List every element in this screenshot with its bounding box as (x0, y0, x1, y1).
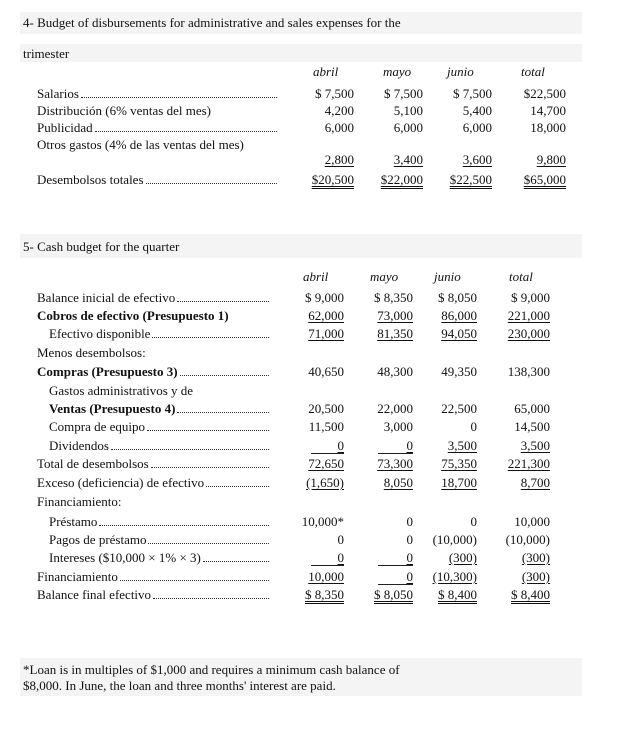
s4-cell: 6,000 (462, 120, 492, 135)
s4-cell: 2,800 (324, 152, 354, 167)
underline-rule (378, 453, 413, 454)
leader-dots (153, 587, 269, 599)
leader-dots (177, 290, 269, 302)
leader-dots (95, 120, 277, 132)
leader-dots (147, 419, 269, 431)
leader-dots (152, 326, 269, 338)
title-band-4b (20, 44, 582, 62)
s5-cell: 86,000 (441, 308, 477, 323)
underline-rule (378, 565, 413, 566)
s5-cell: (300) (521, 550, 550, 565)
s4-row-label-text: Distribución (6% ventas del mes) (37, 103, 212, 118)
s5-row-label-text: Compra de equipo (49, 419, 146, 434)
s5-cell: 40,650 (308, 364, 344, 379)
s5-cell: 71,000 (308, 326, 344, 341)
s5-cell: $ 8,050 (438, 290, 477, 305)
s5-cell: 48,300 (377, 364, 413, 379)
s4-cell: 9,800 (536, 152, 566, 167)
s5-cell: 0 (406, 514, 413, 529)
s5-row-label (49, 532, 269, 548)
s5-cell: 138,300 (507, 364, 550, 379)
s5-cell: 221,000 (507, 308, 550, 323)
s5-cell: 18,700 (441, 475, 477, 490)
s5-row-label (49, 326, 269, 342)
s4-row-label (37, 172, 277, 188)
s4-header-junio: junio (447, 64, 474, 79)
s4-row-label (37, 137, 267, 153)
s5-header-mayo: mayo (370, 269, 399, 284)
s5-cell: 75,350 (441, 456, 477, 471)
s5-row-label (37, 494, 269, 510)
s4-row-label-text: Otros gastos (4% de las ventas del mes) (37, 137, 244, 152)
s4-cell: $ 7,500 (315, 86, 354, 101)
s4-cell: $ 7,500 (384, 86, 423, 101)
s4-cell: $22,500 (449, 172, 492, 187)
s5-cell: 49,350 (441, 364, 477, 379)
s5-cell: 14,500 (514, 419, 550, 434)
s5-cell: 10,000 (308, 569, 344, 584)
s5-cell: 11,500 (308, 419, 344, 434)
s5-cell: 3,000 (383, 419, 413, 434)
s5-cell: 8,050 (383, 475, 413, 490)
s5-cell: $ 9,000 (511, 290, 550, 305)
underline-rule (378, 584, 413, 585)
s5-cell: 94,050 (441, 326, 477, 341)
s4-cell: 18,000 (530, 120, 566, 135)
s5-cell: 0 (406, 438, 413, 453)
s5-cell: $ 9,000 (305, 290, 344, 305)
s5-cell: 0 (470, 419, 477, 434)
s5-row-label (49, 550, 269, 566)
leader-dots (120, 569, 269, 581)
s5-cell: 62,000 (308, 308, 344, 323)
s5-row-label-text: Dividendos (49, 438, 109, 453)
leader-dots (206, 475, 269, 487)
s5-header-abril: abril (303, 269, 329, 284)
s5-cell: 0 (337, 550, 344, 565)
leader-dots (203, 550, 269, 562)
s4-cell: 4,200 (324, 103, 354, 118)
leader-dots (111, 438, 269, 450)
s5-cell: 73,300 (377, 456, 413, 471)
s5-cell: 230,000 (507, 326, 550, 341)
section4-title-cont: trimester (23, 46, 70, 61)
s5-header-total: total (509, 269, 533, 284)
s5-cell: 22,500 (441, 401, 477, 416)
s4-cell: $65,000 (523, 172, 566, 187)
s5-row-label-text: Menos desembolsos: (37, 345, 146, 360)
s5-cell: 3,500 (447, 438, 477, 453)
s5-row-label (37, 345, 269, 361)
s5-row-label-text: Financiamiento: (37, 494, 122, 509)
s5-row-label-text: Intereses ($10,000 × 1% × 3) (49, 550, 201, 565)
leader-dots (148, 532, 269, 544)
leader-dots (180, 364, 269, 376)
s4-cell: 3,600 (462, 152, 492, 167)
section4-title: 4- Budget of disbursements for administrative and sales expenses for the (23, 15, 401, 30)
s5-cell: 0 (406, 532, 413, 547)
s5-cell: 10,000* (301, 514, 344, 529)
s5-cell: 0 (406, 569, 413, 584)
s4-cell: $20,500 (311, 172, 354, 187)
s5-cell: $ 8,350 (374, 290, 413, 305)
footnote-line-2: $8,000. In June, the loan and three months' interest are paid. (23, 678, 336, 693)
s4-cell: $22,500 (523, 86, 566, 101)
section5-title: 5- Cash budget for the quarter (23, 239, 180, 254)
s4-row-label-text: Salarios (37, 86, 79, 101)
s5-cell: 73,000 (377, 308, 413, 323)
s5-cell: (300) (448, 550, 477, 565)
s5-row-label-text: Pagos de préstamo (49, 532, 147, 547)
s5-cell: 22,000 (377, 401, 413, 416)
s5-row-label (49, 383, 269, 399)
s4-row-label (37, 86, 277, 102)
s4-header-total: total (521, 64, 545, 79)
s4-cell: 6,000 (324, 120, 354, 135)
s4-cell: 5,400 (462, 103, 492, 118)
s5-row-label (37, 456, 269, 472)
s5-row-label (37, 569, 269, 585)
s5-cell: (1,650) (306, 475, 344, 490)
underline-rule (311, 453, 344, 454)
s5-row-label (49, 419, 269, 435)
s5-cell: $ 8,400 (511, 587, 550, 602)
s5-cell: (10,000) (432, 532, 477, 547)
leader-dots (146, 172, 277, 184)
s4-cell: $ 7,500 (453, 86, 492, 101)
s5-cell: 20,500 (308, 401, 344, 416)
s5-row-label-text: Cobros de efectivo (Presupuesto 1) (37, 308, 229, 323)
s5-row-label (37, 364, 269, 380)
s4-row-label (37, 120, 277, 136)
s4-cell: 3,400 (393, 152, 423, 167)
s5-row-label-text: Financiamiento (37, 569, 118, 584)
s5-cell: 0 (337, 532, 344, 547)
s4-cell: 14,700 (530, 103, 566, 118)
s4-row-label-text: Publicidad (37, 120, 93, 135)
leader-dots (99, 514, 269, 526)
s5-cell: 10,000 (514, 514, 550, 529)
s5-row-label (49, 514, 269, 530)
leader-dots (81, 86, 277, 98)
s5-cell: 3,500 (520, 438, 550, 453)
leader-dots (177, 401, 269, 413)
leader-dots (151, 456, 269, 468)
footnote-line-1: *Loan is in multiples of $1,000 and requires a minimum cash balance of (23, 662, 400, 677)
s5-row-label-text: Ventas (Presupuesto 4) (49, 401, 176, 416)
s5-row-label-text: Préstamo (49, 514, 98, 529)
s5-cell: $ 8,400 (438, 587, 477, 602)
s5-cell: (300) (521, 569, 550, 584)
s5-row-label-text: Balance inicial de efectivo (37, 290, 176, 305)
s5-cell: 0 (470, 514, 477, 529)
s5-cell: 65,000 (514, 401, 550, 416)
underline-rule (311, 565, 344, 566)
s4-cell: $22,000 (380, 172, 423, 187)
s4-cell: 5,100 (393, 103, 423, 118)
s4-cell: 6,000 (393, 120, 423, 135)
s5-cell: 0 (406, 550, 413, 565)
s5-row-label (49, 438, 269, 454)
s5-row-label (37, 290, 269, 306)
s5-row-label-text: Exceso (deficiencia) de efectivo (37, 475, 205, 490)
s4-row-label (37, 103, 277, 119)
s5-row-label-text: Compras (Presupuesto 3) (37, 364, 178, 379)
s4-row-label-text: Desembolsos totales (37, 172, 144, 187)
s5-cell: $ 8,350 (305, 587, 344, 602)
s5-cell: 81,350 (377, 326, 413, 341)
s4-header-mayo: mayo (383, 64, 412, 79)
s5-row-label-text: Balance final efectivo (37, 587, 152, 602)
s5-row-label-text: Total de desembolsos (37, 456, 149, 471)
s5-cell: (10,000) (505, 532, 550, 547)
s5-cell: $ 8,050 (374, 587, 413, 602)
s5-row-label-text: Efectivo disponible (49, 326, 151, 341)
s5-row-label (37, 475, 269, 491)
s5-row-label (49, 401, 269, 417)
s5-cell: 72,650 (308, 456, 344, 471)
s5-cell: (10,300) (432, 569, 477, 584)
s4-header-abril: abril (313, 64, 339, 79)
s5-cell: 8,700 (520, 475, 550, 490)
s5-row-label-text: Gastos administrativos y de (49, 383, 194, 398)
s5-cell: 221,300 (507, 456, 550, 471)
s5-cell: 0 (337, 438, 344, 453)
s5-header-junio: junio (434, 269, 461, 284)
s5-row-label (37, 308, 269, 324)
s5-row-label (37, 587, 269, 603)
